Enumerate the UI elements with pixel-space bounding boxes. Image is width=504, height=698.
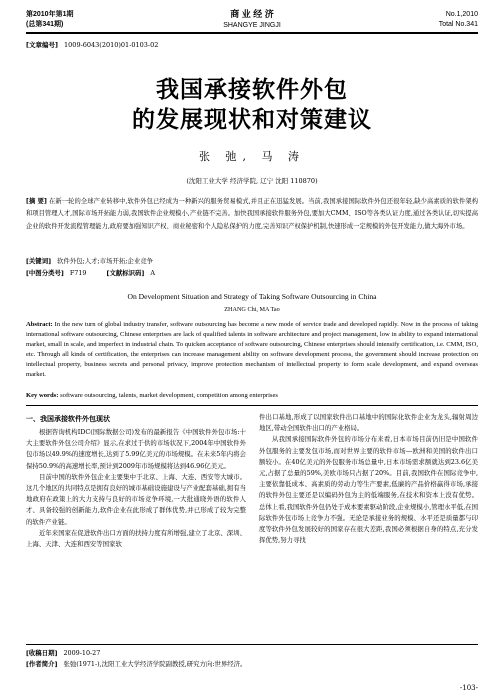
journal-name-cn: 商 业 经 济 xyxy=(230,9,274,19)
paragraph: 目前中国的软件外包企业主要集中于北京、上海、大连、西安等大城市。这几个地区的共同特点是拥有良好的城市基础设施建设与产业配套基础,拥有当地政府在政策上的大力支持与良好的市场竞争环境,一大批通晓外语的软件人才、具备较强的创新能力,软件企业在此形成了群体优势,并已形成了较为完整的软件产业链。 xyxy=(26,472,246,526)
column-left xyxy=(26,410,246,550)
column-right xyxy=(259,410,478,546)
page-number: -103- xyxy=(459,684,478,692)
footnote-received xyxy=(26,648,100,657)
paragraph: 近年来国家在促进软件出口方面的扶持力度有所增强,建立了北京、深圳、上海、天津、大连和西安等国家软 xyxy=(26,528,246,549)
journal-name-en: SHANGYE JINGJI xyxy=(223,22,281,29)
abstract-en-label: Abstract: xyxy=(26,321,53,328)
author-bio-label: [作者简介] xyxy=(26,660,58,668)
abstract-en xyxy=(26,320,478,380)
article-id-line xyxy=(26,40,158,49)
author-bio: 张弛(1971-),沈阳工业大学经济学院副教授,研究方向:世界经济。 xyxy=(63,660,247,668)
keywords-cn: 软件外包;人才;市场开拓;企业竞争 xyxy=(57,257,153,265)
footnote-author xyxy=(26,659,246,668)
title-line-1: 我国承接软件外包 xyxy=(156,76,348,103)
keywords-cn-line xyxy=(26,256,153,265)
title-line-2: 的发展现状和对策建议 xyxy=(132,106,372,133)
affiliation: (沈阳工业大学 经济学院, 辽宁 沈阳 110870) xyxy=(186,177,318,185)
doc-code-label: [文献标识码] xyxy=(106,269,145,277)
article-id: 1009-6043(2010)01-0103-02 xyxy=(64,41,159,49)
authors-en: ZHANG Chi, MA Tao xyxy=(224,306,280,313)
issue-cn: 第2010年第1期 xyxy=(26,11,74,18)
abstract-en-text: In the new turn of global industry transfer, software outsourcing has become a new mode of service trade and developed rapidly. Now in the process of taking international software outsourcing, Chinese enterprises are lack of qualified talents in software architecture and project management, low in ability to expand international market, small in scale, and imperfect in industrial chain. To quicken acceptance of software outsourcing, Chinese enterprises should intensify certification, i.e. CMM, ISO, etc. Through all kinds of certification, the enterprises can increase management ability on software development process, the government should increase protection on intellectual property, business secrets and personal privacy, improve protection mechanism of intellectual property to form scale development, and expand overseas market. xyxy=(26,321,478,378)
abstract-cn xyxy=(26,196,478,233)
article-id-label: [文章编号] xyxy=(26,41,58,49)
issue-en: No.1,2010 xyxy=(445,11,478,18)
received-date: 2009-10-27 xyxy=(63,649,101,657)
clc-line xyxy=(26,268,155,277)
keywords-cn-label: [关键词] xyxy=(26,257,52,265)
clc-label: [中图分类号] xyxy=(26,269,64,277)
received-label: [收稿日期] xyxy=(26,649,58,657)
abstract-rule xyxy=(26,405,478,406)
clc-code: F719 xyxy=(69,269,87,277)
keywords-en-label: Key words: xyxy=(26,392,59,399)
keywords-en: software outsourcing, talents, market development, competition among enterprises xyxy=(60,392,278,399)
keywords-en-line xyxy=(26,392,478,399)
paragraph: 件出口基地,形成了以国家软件出口基地中的国际化软件企业为龙头,辐射周边地区,带动全国软件出口的产业格局。 xyxy=(259,413,478,433)
paragraph: 根据咨询机构IDC(国际数据公司)发布的最新报告《中国软件外包市场:十大主要软件外包公司介绍》显示,在求过于供的市场状况下,2004年中国软件外包市场以49.9%的速度增长,达到了5.99亿美元的市场规模。在未来5年内将会保持50.9%的高速增长率,预计到2009年市场规模将达到46.96亿美元。 xyxy=(26,428,246,470)
abstract-cn-text: 在新一轮的全球产业转移中,软件外包已经成为一种新兴的服务贸易模式,并且正在迅猛发展。当前,我国承接国际软件外包还很年轻,缺少高素质的软件架构和项目管理人才,国际市场开拓能力弱,我国软件企业规模小,产业链不完善。加快我国承接软件服务外包,要加大CMM、ISO等各类认证力度,通过各类认证,切实提高企业的软件开发流程管理能力,政府要加强知识产权、商业秘密和个人隐私保护的力度,完善知识产权保护机制,快速形成一定规模的外包开发能力,做大海外市场。 xyxy=(26,198,478,230)
header-rule xyxy=(26,32,478,34)
abstract-cn-label: [摘 要] xyxy=(26,198,47,205)
total-en: Total No.341 xyxy=(438,21,478,28)
paragraph: 从我国承接国际软件外包的市场分布来看,日本市场目前仍旧是中国软件外包服务的主要发包市场,而对世界主要的软件市场—欧洲和美国的软件出口额较小。在40亿美元的外包服务市场总量中,日本市场需求额就达到23.6亿美元,占据了总量的59%,美欧市场只占据了20%。目前,我国软件在国际竞争中,主要依靠低成本、高素质的劳动力等生产要素,低廉的产品价格赢得市场,承接的软件外包主要还是以编码外包为主的低端服务,在技术和资本上没有优势。总体上看,我国软件外包仍处于成本要素驱动阶段,企业规模小,管理水平低,在国际软件外包市场上竞争力不强。无论是承接业务的规模、水平还是质量都与印度等软件外包发展较好的国家存在很大差距,我国必须根据自身的特点,充分发挥优势,努力寻找 xyxy=(259,435,479,545)
title-en: On Development Situation and Strategy of Taking Software Outsourcing in China xyxy=(127,292,377,301)
section-heading: 一、我国承接软件外包现状 xyxy=(26,415,110,423)
doc-code: A xyxy=(150,269,155,277)
footnote-rule xyxy=(26,644,478,645)
serial-cn: (总第341期) xyxy=(26,21,64,28)
authors: 张 弛, 马 涛 xyxy=(199,150,305,163)
